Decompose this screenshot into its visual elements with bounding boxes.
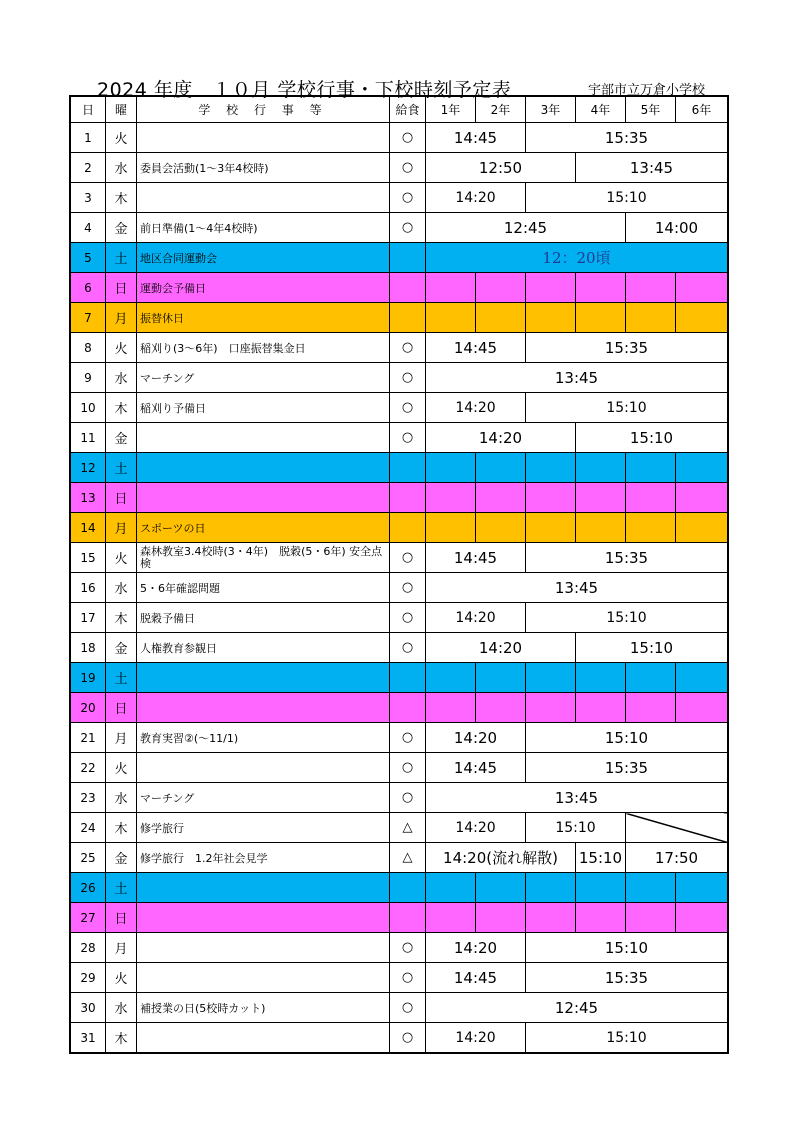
lunch-cell: ○ (390, 1023, 426, 1053)
dismissal-time-cell: 14:45 (426, 543, 526, 573)
event-cell (137, 453, 390, 483)
day-cell: 12 (71, 453, 106, 483)
lunch-cell: △ (390, 843, 426, 873)
day-cell: 19 (71, 663, 106, 693)
event-cell (137, 1023, 390, 1053)
lunch-cell (390, 873, 426, 903)
dismissal-time-cell: 14:45 (426, 963, 526, 993)
day-cell: 24 (71, 813, 106, 843)
event-cell: スポーツの日 (137, 513, 390, 543)
table-row (71, 513, 728, 543)
grade-empty-cell (576, 273, 626, 303)
day-cell: 18 (71, 633, 106, 663)
event-cell: マーチング (137, 783, 390, 813)
grade-empty-cell (576, 663, 626, 693)
table-row (71, 663, 728, 693)
grade-empty-cell (576, 693, 626, 723)
weekday-cell: 月 (106, 303, 137, 333)
grade-empty-cell (576, 903, 626, 933)
day-cell: 26 (71, 873, 106, 903)
lunch-cell (390, 483, 426, 513)
lunch-cell: ○ (390, 993, 426, 1023)
event-cell (137, 753, 390, 783)
dismissal-time-cell: 13:45 (426, 363, 728, 393)
event-cell: 前日準備(1～4年4校時) (137, 213, 390, 243)
col-header-day: 日 (71, 97, 106, 123)
school-name: 宇部市立万倉小学校 (588, 83, 706, 98)
grade-empty-cell (476, 513, 526, 543)
event-cell (137, 693, 390, 723)
lunch-cell (390, 663, 426, 693)
weekday-cell: 木 (106, 183, 137, 213)
table-row (71, 243, 728, 273)
weekday-cell: 火 (106, 333, 137, 363)
weekday-cell: 金 (106, 843, 137, 873)
table-row (71, 273, 728, 303)
header-row (71, 97, 728, 123)
dismissal-time-cell: 14:00 (626, 213, 728, 243)
day-cell: 23 (71, 783, 106, 813)
grade-empty-cell (676, 663, 728, 693)
col-header-dow: 曜 (106, 97, 137, 123)
event-cell: 5・6年確認問題 (137, 573, 390, 603)
lunch-cell: ○ (390, 963, 426, 993)
col-header-lunch: 給食 (390, 97, 426, 123)
grade-empty-cell (626, 903, 676, 933)
weekday-cell: 火 (106, 543, 137, 573)
grade-empty-cell (676, 693, 728, 723)
col-header-grade6: 6年 (676, 97, 728, 123)
dismissal-time-cell: 14:45 (426, 123, 526, 153)
weekday-cell: 日 (106, 483, 137, 513)
event-cell: マーチング (137, 363, 390, 393)
event-cell: 脱穀予備日 (137, 603, 390, 633)
dismissal-time-cell: 14:20 (426, 723, 526, 753)
table-row (71, 483, 728, 513)
event-cell: 修学旅行 1.2年社会見学 (137, 843, 390, 873)
dismissal-time-cell: 15:10 (526, 183, 728, 213)
day-cell: 17 (71, 603, 106, 633)
event-cell: 修学旅行 (137, 813, 390, 843)
grade-empty-cell (426, 873, 476, 903)
dismissal-time-cell: 15:10 (576, 633, 728, 663)
grade-empty-cell (476, 693, 526, 723)
grade-empty-cell (426, 453, 476, 483)
weekday-cell: 木 (106, 813, 137, 843)
event-cell: 補授業の日(5校時カット) (137, 993, 390, 1023)
grade-empty-cell (526, 273, 576, 303)
table-row (71, 603, 728, 633)
event-cell (137, 933, 390, 963)
grade-empty-cell (476, 453, 526, 483)
table-row (71, 693, 728, 723)
dismissal-time-cell: 14:20 (426, 183, 526, 213)
day-cell: 10 (71, 393, 106, 423)
day-cell: 5 (71, 243, 106, 273)
dismissal-time-cell: 15:10 (526, 933, 728, 963)
grade-empty-cell (676, 483, 728, 513)
dismissal-time-cell: 15:10 (526, 723, 728, 753)
col-header-grade3: 3年 (526, 97, 576, 123)
lunch-cell: ○ (390, 153, 426, 183)
weekday-cell: 金 (106, 633, 137, 663)
weekday-cell: 日 (106, 273, 137, 303)
grade-empty-cell (526, 693, 576, 723)
grade-empty-cell (626, 453, 676, 483)
day-cell: 8 (71, 333, 106, 363)
schedule-table (70, 96, 728, 1053)
weekday-cell: 水 (106, 993, 137, 1023)
event-cell (137, 423, 390, 453)
grade-empty-cell (476, 303, 526, 333)
diagonal-blank-cell (626, 813, 728, 843)
day-cell: 22 (71, 753, 106, 783)
dismissal-time-cell: 14:45 (426, 753, 526, 783)
event-cell: 稲刈り(3～6年) 口座振替集金日 (137, 333, 390, 363)
dismissal-time-cell: 15:35 (526, 753, 728, 783)
dismissal-time-cell: 15:10 (576, 423, 728, 453)
lunch-cell: ○ (390, 933, 426, 963)
col-header-grade5: 5年 (626, 97, 676, 123)
day-cell: 2 (71, 153, 106, 183)
lunch-cell: ○ (390, 723, 426, 753)
grade-empty-cell (426, 903, 476, 933)
event-cell: 委員会活動(1～3年4校時) (137, 153, 390, 183)
dismissal-time-cell: 15:10 (526, 393, 728, 423)
day-cell: 15 (71, 543, 106, 573)
grade-empty-cell (476, 273, 526, 303)
grade-empty-cell (476, 903, 526, 933)
grade-empty-cell (576, 483, 626, 513)
dismissal-time-cell: 13:45 (576, 153, 728, 183)
dismissal-time-cell: 15:35 (526, 963, 728, 993)
table-row (71, 723, 728, 753)
day-cell: 1 (71, 123, 106, 153)
grade-empty-cell (626, 513, 676, 543)
grade-empty-cell (576, 453, 626, 483)
grade-empty-cell (476, 873, 526, 903)
event-cell (137, 483, 390, 513)
grade-empty-cell (526, 903, 576, 933)
table-row (71, 393, 728, 423)
weekday-cell: 月 (106, 513, 137, 543)
weekday-cell: 土 (106, 243, 137, 273)
grade-empty-cell (626, 303, 676, 333)
weekday-cell: 日 (106, 693, 137, 723)
event-cell: 振替休日 (137, 303, 390, 333)
table-row (71, 333, 728, 363)
lunch-cell: ○ (390, 213, 426, 243)
grade-empty-cell (626, 273, 676, 303)
weekday-cell: 土 (106, 453, 137, 483)
grade-empty-cell (526, 303, 576, 333)
table-row (71, 783, 728, 813)
dismissal-time-cell: 14:20 (426, 933, 526, 963)
lunch-cell: △ (390, 813, 426, 843)
table-row (71, 183, 728, 213)
table-row (71, 153, 728, 183)
dismissal-time-cell: 12：20頃 (426, 243, 728, 273)
lunch-cell (390, 693, 426, 723)
grade-empty-cell (526, 483, 576, 513)
weekday-cell: 水 (106, 153, 137, 183)
dismissal-time-cell: 14:20 (426, 813, 526, 843)
day-cell: 29 (71, 963, 106, 993)
lunch-cell: ○ (390, 633, 426, 663)
day-cell: 9 (71, 363, 106, 393)
grade-empty-cell (526, 873, 576, 903)
weekday-cell: 木 (106, 393, 137, 423)
event-cell: 稲刈り予備日 (137, 393, 390, 423)
table-row (71, 843, 728, 873)
lunch-cell (390, 303, 426, 333)
grade-empty-cell (676, 903, 728, 933)
table-row (71, 543, 728, 573)
table-row (71, 903, 728, 933)
grade-empty-cell (426, 273, 476, 303)
dismissal-time-cell: 15:35 (526, 123, 728, 153)
lunch-cell (390, 513, 426, 543)
grade-empty-cell (426, 663, 476, 693)
dismissal-time-cell: 12:45 (426, 213, 626, 243)
grade-empty-cell (626, 873, 676, 903)
weekday-cell: 火 (106, 123, 137, 153)
day-cell: 21 (71, 723, 106, 753)
weekday-cell: 金 (106, 423, 137, 453)
dismissal-time-cell: 15:10 (526, 603, 728, 633)
grade-empty-cell (426, 513, 476, 543)
grade-empty-cell (526, 453, 576, 483)
grade-empty-cell (676, 273, 728, 303)
weekday-cell: 木 (106, 1023, 137, 1053)
table-row (71, 933, 728, 963)
lunch-cell (390, 453, 426, 483)
lunch-cell: ○ (390, 603, 426, 633)
day-cell: 13 (71, 483, 106, 513)
event-cell: 教育実習②(～11/1) (137, 723, 390, 753)
day-cell: 14 (71, 513, 106, 543)
dismissal-time-cell: 14:20 (426, 423, 576, 453)
lunch-cell (390, 243, 426, 273)
day-cell: 25 (71, 843, 106, 873)
weekday-cell: 木 (106, 603, 137, 633)
dismissal-time-cell: 15:35 (526, 333, 728, 363)
lunch-cell: ○ (390, 423, 426, 453)
weekday-cell: 月 (106, 723, 137, 753)
grade-empty-cell (626, 483, 676, 513)
lunch-cell: ○ (390, 333, 426, 363)
table-row (71, 573, 728, 603)
weekday-cell: 土 (106, 663, 137, 693)
dismissal-time-cell: 12:45 (426, 993, 728, 1023)
dismissal-time-cell: 15:35 (526, 543, 728, 573)
grade-empty-cell (576, 303, 626, 333)
event-cell (137, 873, 390, 903)
weekday-cell: 土 (106, 873, 137, 903)
event-cell: 森林教室3.4校時(3・4年) 脱穀(5・6年) 安全点検 (137, 543, 390, 573)
dismissal-time-cell: 14:20 (426, 603, 526, 633)
lunch-cell: ○ (390, 573, 426, 603)
grade-empty-cell (676, 873, 728, 903)
table-row (71, 633, 728, 663)
dismissal-time-cell: 14:45 (426, 333, 526, 363)
dismissal-time-cell: 15:10 (526, 813, 626, 843)
lunch-cell (390, 903, 426, 933)
table-row (71, 303, 728, 333)
weekday-cell: 水 (106, 783, 137, 813)
day-cell: 4 (71, 213, 106, 243)
dismissal-time-cell: 14:20 (426, 1023, 526, 1053)
grade-empty-cell (576, 513, 626, 543)
lunch-cell: ○ (390, 753, 426, 783)
day-cell: 31 (71, 1023, 106, 1053)
lunch-cell: ○ (390, 543, 426, 573)
dismissal-time-cell: 14:20 (426, 393, 526, 423)
table-row (71, 993, 728, 1023)
day-cell: 30 (71, 993, 106, 1023)
lunch-cell: ○ (390, 363, 426, 393)
dismissal-time-cell: 15:10 (526, 1023, 728, 1053)
col-header-grade1: 1年 (426, 97, 476, 123)
col-header-events: 学 校 行 事 等 (137, 97, 390, 123)
table-row (71, 453, 728, 483)
event-cell: 運動会予備日 (137, 273, 390, 303)
table-row (71, 1023, 728, 1053)
weekday-cell: 水 (106, 363, 137, 393)
lunch-cell: ○ (390, 123, 426, 153)
weekday-cell: 火 (106, 753, 137, 783)
grade-empty-cell (676, 303, 728, 333)
dismissal-time-cell: 13:45 (426, 573, 728, 603)
grade-empty-cell (426, 483, 476, 513)
grade-empty-cell (626, 693, 676, 723)
dismissal-time-cell: 14:20 (426, 633, 576, 663)
day-cell: 20 (71, 693, 106, 723)
dismissal-time-cell: 13:45 (426, 783, 728, 813)
event-cell (137, 663, 390, 693)
lunch-cell: ○ (390, 393, 426, 423)
day-cell: 16 (71, 573, 106, 603)
table-row (71, 213, 728, 243)
weekday-cell: 日 (106, 903, 137, 933)
day-cell: 3 (71, 183, 106, 213)
table-row (71, 423, 728, 453)
weekday-cell: 水 (106, 573, 137, 603)
page-title: 2024 年度 １０月 学校行事・下校時刻予定表 (97, 79, 512, 101)
lunch-cell: ○ (390, 783, 426, 813)
grade-empty-cell (476, 663, 526, 693)
event-cell (137, 183, 390, 213)
table-row (71, 363, 728, 393)
grade-empty-cell (426, 303, 476, 333)
grade-empty-cell (526, 513, 576, 543)
dismissal-time-cell: 15:10 (576, 843, 626, 873)
event-cell: 地区合同運動会 (137, 243, 390, 273)
table-row (71, 873, 728, 903)
event-cell (137, 123, 390, 153)
table-row (71, 123, 728, 153)
event-cell (137, 903, 390, 933)
day-cell: 6 (71, 273, 106, 303)
day-cell: 27 (71, 903, 106, 933)
grade-empty-cell (526, 663, 576, 693)
event-cell (137, 963, 390, 993)
event-cell: 人権教育参観日 (137, 633, 390, 663)
day-cell: 28 (71, 933, 106, 963)
table-row (71, 963, 728, 993)
grade-empty-cell (626, 663, 676, 693)
lunch-cell (390, 273, 426, 303)
grade-empty-cell (676, 513, 728, 543)
weekday-cell: 火 (106, 963, 137, 993)
col-header-grade4: 4年 (576, 97, 626, 123)
day-cell: 11 (71, 423, 106, 453)
weekday-cell: 金 (106, 213, 137, 243)
table-row (71, 753, 728, 783)
weekday-cell: 月 (106, 933, 137, 963)
day-cell: 7 (71, 303, 106, 333)
dismissal-time-cell: 14:20(流れ解散) (426, 843, 576, 873)
grade-empty-cell (576, 873, 626, 903)
table-row (71, 813, 728, 843)
dismissal-time-cell: 12:50 (426, 153, 576, 183)
grade-empty-cell (676, 453, 728, 483)
lunch-cell: ○ (390, 183, 426, 213)
grade-empty-cell (476, 483, 526, 513)
col-header-grade2: 2年 (476, 97, 526, 123)
dismissal-time-cell: 17:50 (626, 843, 728, 873)
grade-empty-cell (426, 693, 476, 723)
